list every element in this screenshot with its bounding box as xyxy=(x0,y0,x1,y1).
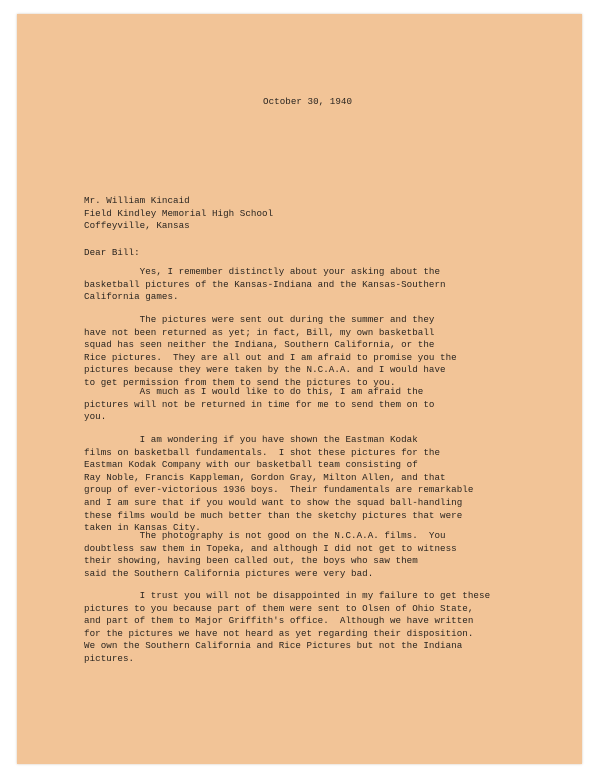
paragraph: The pictures were sent out during the summer and they have not been returned as yet; in fact, Bill, my own basketball squad has seen neither the Indiana, Southern California, or the Rice pictures. They are all out and I am afraid to promise you the pictures because they were taken by the N.C.A.A. and I would have to get permission from them to send the pictures to you. xyxy=(84,314,457,388)
paragraph: I trust you will not be disappointed in my failure to get these pictures to you because part of them were sent to Olsen of Ohio State, and part of them to Major Griffith's office. Although we have written for the pictures we have not heard as yet regarding their disposition. We own the Southern California and Rice Pictures but not the Indiana pictures. xyxy=(84,590,491,664)
salutation: Dear Bill: xyxy=(84,247,140,258)
recipient-city: Coffeyville, Kansas xyxy=(84,220,190,232)
paragraph: The photography is not good on the N.C.A.A. films. You doubtless saw them in Topeka, and although I did not get to witness their showing, having been called out, the boys who saw them said the Southern California pictures were very bad. xyxy=(84,530,457,579)
recipient-name: Mr. William Kincaid xyxy=(84,195,190,206)
paragraph: As much as I would like to do this, I am afraid the pictures will not be returned in time for me to send them on to you. xyxy=(84,386,435,423)
paragraph: Yes, I remember distinctly about your asking about the basketball pictures of the Kansas-Indiana and the Kansas-Southern California games. xyxy=(84,266,446,303)
paragraph: I am wondering if you have shown the Eastman Kodak films on basketball fundamentals. I shot these pictures for the Eastman Kodak Company with our basketball team consisting of Ray Noble, Francis Kappleman, Gordon Gray, Milton Allen, and that group of ever-victorious 1936 boys. Their fundamentals are remarkable and I am sure that if you would want to show the squad ball-handling these films would be much better than the sketchy pictures that were taken in Kansas City. xyxy=(84,434,474,534)
letter-date: October 30, 1940 xyxy=(263,96,353,107)
recipient-school: Field Kindley Memorial High School xyxy=(84,207,274,219)
letter-page xyxy=(17,14,582,764)
inside-address xyxy=(84,195,273,233)
